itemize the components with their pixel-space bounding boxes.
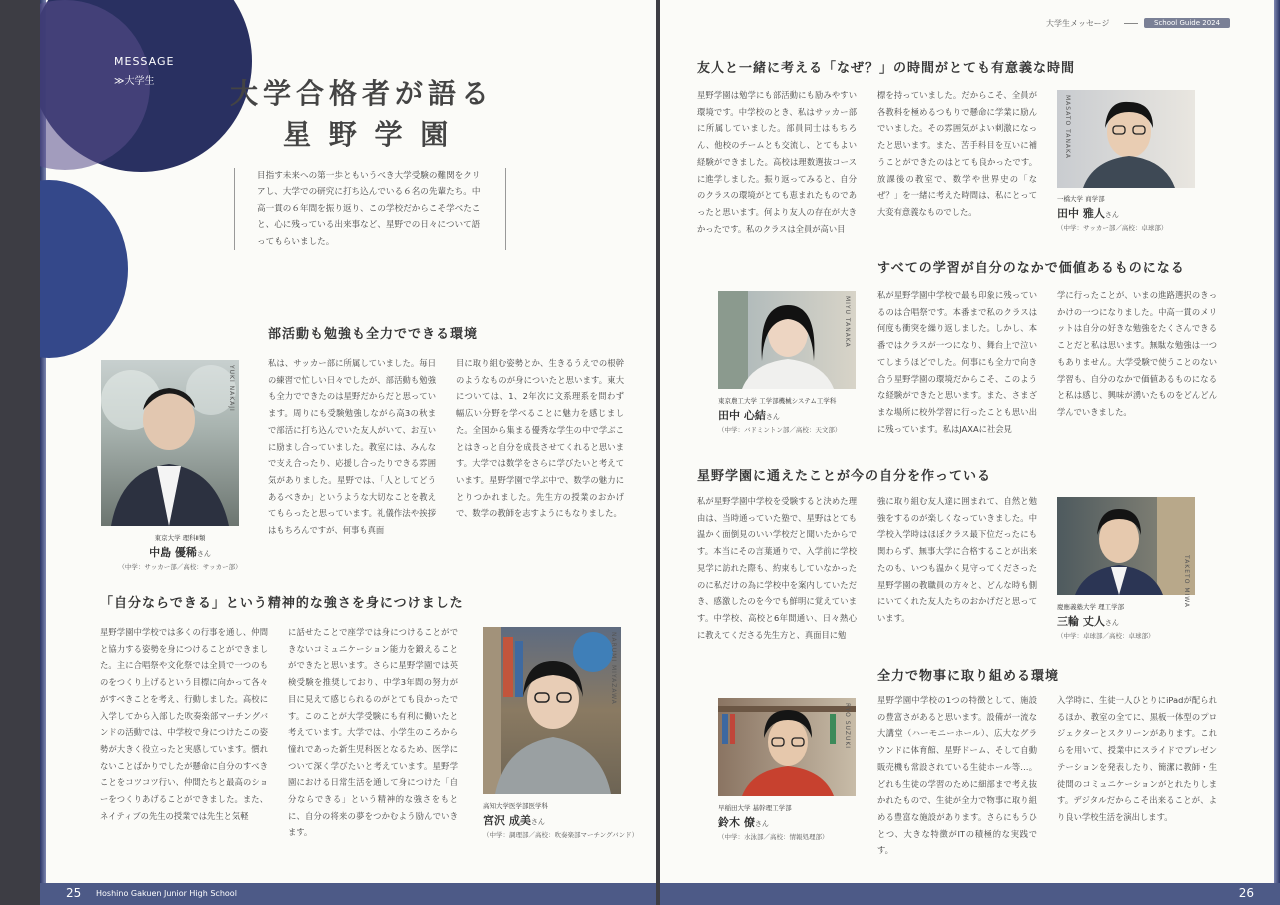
header-dash <box>1124 23 1138 24</box>
caption-clubs: （中学：調理部／高校：吹奏楽部マーチングバンド） <box>483 831 639 839</box>
caption-university: 一橋大学 商学部 <box>1057 195 1105 203</box>
caption-name <box>1057 613 1217 629</box>
section-heading-hoshino-made-me: 星野学園に通えたことが今の自分を作っている <box>697 469 992 484</box>
caption-clubs: （中学：バドミントン部／高校：天文部） <box>718 426 842 434</box>
name-suffix: さん <box>754 820 769 828</box>
caption-name <box>718 407 888 423</box>
section3-col2: 強に取り組む友人達に囲まれて、自然と勉強をするのが楽しくなっていきました。中学校入学時はほぼクラス最下位だったにも関わらず、無事大学に合格することが出来たのも、いつも温かく見守ってくださった星野学園の教職員の方々と、どんな時も側にいてくれた友人たちのおかげだと思っています。 <box>877 496 1037 623</box>
section2-col2: 学に行ったことが、いまの進路選択のきっかけの一つになりました。中高一貫のメリットは自分の好きな勉強をたくさんできることだと私は思います。無駄な勉強は一つもありません。大学受験で使うことのない学習も、自分のなかで価値あるものになると私は感じ、興味が湧いたものをどんどん学んでいきました。 <box>1057 290 1217 417</box>
intro-text: 目指す未来への第一歩ともいうべき大学受験の難関をクリアし、大学での研究に打ち込んでいる６名の先輩たち。中高一貫の６年間を振り返り、この学校だからこそ学べたこと、心に残っている出来事など、星野での日々について語ってもらいました。 <box>257 171 481 247</box>
caption-suzuki <box>718 803 878 841</box>
caption-university: 高知大学医学部医学科 <box>483 802 548 810</box>
photo-vertical-name: NARUMI MIYAZAWA <box>610 632 617 705</box>
school-name: Hoshino Gakuen Junior High School <box>96 889 237 898</box>
decor-circle-small <box>40 180 128 358</box>
caption-university: 東京農工大学 工学部機械システム工学科 <box>718 397 837 405</box>
page-title-line1: 大学合格者が語る <box>230 77 495 110</box>
student-name: 鈴木 僚 <box>718 816 755 829</box>
header-label: 大学生メッセージ <box>1046 19 1110 28</box>
section-heading-why: 友人と一緒に考える「なぜ？」の時間がとても有意義な時間 <box>697 61 1076 76</box>
name-suffix: さん <box>1104 619 1119 627</box>
photo-vertical-name: MIYU TANAKA <box>844 296 851 348</box>
right-footer <box>660 883 1280 905</box>
section4-col2: 入学時に、生徒一人ひとりにiPadが配られるほか、教室の全てに、黒板一体型のプロジェクターとスクリーンがあります。これらを用いて、授業中にスライドでプレゼンテーションを発表したり、簡潔に教師・生徒間のコミュニケーションがとれたりします。デジタルだからこそ出来ることが、より良い学校生活を演出します。 <box>1057 695 1217 822</box>
section2-col2: に話せたことで座学では身につけることができないコミュニケーション能力を鍛えることができたと思います。さらに星野学園では英検受験を推奨しており、中学3年間の努力が目に見えて感じられるのがとても良かったです。このことが大学受験にも有利に働いたと考えています。大学では、小学生のころから憧れであった新生児科医となるため、医学について深く学びたいと考えています。星野学園における日常生活を通して身につけた「自分ならできる」という精神的な強さをもとに、自分の将来の夢をつかむよう励んでいきます。 <box>288 627 458 838</box>
caption-miyazawa <box>483 801 653 839</box>
name-suffix: さん <box>530 818 545 826</box>
photo-tanaka-miyu <box>718 291 856 389</box>
caption-clubs: （中学：卓球部／高校：卓球部） <box>1057 632 1155 640</box>
name-suffix: さん <box>196 550 211 558</box>
person-silhouette-icon <box>718 291 856 389</box>
header-badge: School Guide 2024 <box>1144 18 1230 28</box>
caption-tanaka-masato <box>1057 194 1217 232</box>
right-page-edge-stripe <box>1274 0 1280 905</box>
section4-col1: 星野学園中学校の1つの特徴として、施設の豊富さがあると思います。設備が一流な大講堂（ハーモニーホール）、広大なグラウンドに体育館、星野ドーム、そして自動販売機も常設されている生徒ホール等…。どれも生徒の学習のために細部まで考え抜かれたもので、生徒が全力で物事に取り組める豊富な施設があります。さらにもうひとつ、大きな特徴がITの積極的な実践です。 <box>877 695 1037 856</box>
photo-nakaji <box>101 360 239 526</box>
student-name: 田中 雅人 <box>1057 207 1105 220</box>
caption-name <box>718 814 878 830</box>
photo-miwa <box>1057 497 1195 595</box>
person-silhouette-icon <box>101 360 239 526</box>
caption-miwa <box>1057 602 1217 640</box>
section3-col1: 私が星野学園中学校を受験すると決めた理由は、当時通っていた塾で、星野はとても温かく面倒見のいい学校だと聞いたからです。本当にその言葉通りで、入学前に学校見学に訪れた際も、約束もしていなかったのに私だけの為に学校中を案内していただき、感激したのを今でも鮮明に覚えています。中学校、高校と6年間通い、日々熱心に教えてくださる先生方と、真面目に勉 <box>697 496 857 640</box>
section1-col2: 標を持っていました。だからこそ、全員が各教科を極めるつもりで懸命に学業に励んでいました。その雰囲気がよい刺激になったと思います。また、苦手科目を互いに補うことができたのはとても良かったです。放課後の教室で、数学や世界史の「なぜ？」を一緒に考えた時間は、私にとって大変有意義なものでした。 <box>877 90 1037 217</box>
caption-tanaka-miyu <box>718 396 888 434</box>
section-heading-facilities: 全力で物事に取り組める環境 <box>877 669 1060 684</box>
student-name: 宮沢 成美 <box>483 814 531 827</box>
page-number: 25 <box>66 886 82 900</box>
section2-col1: 星野学園中学校では多くの行事を通し、仲間と協力する姿勢を身につけることができました。主に合唱祭や文化祭では全員で一つのものをつくり上げるという目標に向かって各々がすべきことを考え、行動しました。高校に入学してから入部した吹奏楽部マーチングバンドの活動では、中学校で身につけたこの姿勢が大きく役立ったと実感しています。慣れないことばかりでしたが懸命に自分のすべきことをコツコツ行い、仲間たちと最高のショーをつくりあげることができました。また、ネイティブの先生の授業では先生と気軽 <box>100 627 268 821</box>
photo-tanaka-masato <box>1057 90 1195 188</box>
left-footer <box>40 883 656 905</box>
person-silhouette-icon <box>718 698 856 796</box>
photo-suzuki <box>718 698 856 796</box>
caption-university: 早稲田大学 基幹理工学部 <box>718 804 792 812</box>
caption-name <box>483 812 653 828</box>
message-label: MESSAGE <box>114 55 175 68</box>
caption-university: 慶應義塾大学 理工学部 <box>1057 603 1125 611</box>
caption-university: 東京大学 理科Ⅱ類 <box>154 534 206 542</box>
photo-vertical-name: MASATO TANAKA <box>1064 95 1071 159</box>
page-number: 26 <box>1238 886 1254 900</box>
caption-clubs: （中学：サッカー部／高校：卓球部） <box>1057 224 1168 232</box>
photo-miyazawa <box>483 627 621 794</box>
section2-col1: 私が星野学園中学校で最も印象に残っているのは合唱祭です。本番まで私のクラスは何度も衝突を繰り返しました。しかし、本番ではクラスが一つになり、舞台上で泣いてしまうほどでした。何事にも全力で向き合う星野学園の環境だからこそ、このような経験ができたと思います。また、さまざまな場所に校外学習に行ったことも思い出に残っています。私はJAXAに社会見 <box>877 290 1037 434</box>
student-name: 三輪 丈人 <box>1057 615 1105 628</box>
page-title-line2: 星 野 学 園 <box>283 118 453 151</box>
intro-box <box>234 168 506 250</box>
person-silhouette-icon <box>1057 497 1195 595</box>
right-page <box>660 0 1280 905</box>
section-heading-all-learning: すべての学習が自分のなかで価値あるものになる <box>877 261 1185 276</box>
caption-clubs: （中学：水泳部／高校：情報処理部） <box>718 833 829 841</box>
student-name: 中島 優稀 <box>149 546 197 559</box>
student-name: 田中 心結 <box>718 409 766 422</box>
photo-vertical-name: YUKI NAKAJI <box>228 365 235 412</box>
photo-vertical-name: RYO SUZUKI <box>844 703 851 750</box>
caption-nakaji <box>110 533 250 571</box>
photo-vertical-name: TAKETO MIWA <box>1183 555 1190 608</box>
caption-name <box>1057 205 1217 221</box>
section-heading-mental-strength: 「自分ならできる」という精神的な強さを身につけました <box>100 596 464 611</box>
message-sub: ≫大学生 <box>114 76 155 87</box>
section1-col1: 星野学園は勉学にも部活動にも励みやすい環境です。中学校のとき、私はサッカー部に所属していました。部員同士はもちろん、他校のチームとも交流し、とてもよい経験ができました。高校は理数選抜コースに進学しました。振り返ってみると、自分のクラスの環境がとても恵まれたものであったと思います。何より友人の存在が大きかったです。私のクラスは全員が高い目 <box>697 90 857 234</box>
caption-name <box>110 544 250 560</box>
name-suffix: さん <box>1104 211 1119 219</box>
caption-clubs: （中学：サッカー部／高校：サッカー部） <box>118 563 242 571</box>
section1-col2: 目に取り組む姿勢とか、生きるうえでの根幹のようなものが身についたと思います。東大については、1、2年次に文系理系を問わず幅広い分野を学べることに魅力を感じました。全国から集まる優秀な学生の中で学ぶことはきっと自分を成長させてくれると思います。大学では数学をさらに学びたいと考えています。星野学園で学ぶ中で、数学の魅力にとりつかれました。先生方の授業のおかげで、数学の教師を志すようにもなりました。 <box>456 358 624 519</box>
section1-col1: 私は、サッカー部に所属していました。毎日の練習で忙しい日々でしたが、部活動も勉強も全力でできたのは星野だからだと思っています。周りにも受験勉強しながら高3の秋まで部活に打ち込んでいた友人がいて、お互いに励まし合っていました。教室には、みんなで支え合ったり、応援し合ったりできる雰囲気がありました。星野では、「人としてどうあるべきか」というような大切なことを教えてもらったと思っています。礼儀作法や挨拶はもちろんですが、何事も真面 <box>268 358 436 536</box>
left-page <box>40 0 656 905</box>
person-silhouette-icon <box>1057 90 1195 188</box>
section-heading-club-study: 部活動も勉強も全力でできる環境 <box>268 327 479 342</box>
name-suffix: さん <box>765 413 780 421</box>
person-silhouette-icon <box>483 627 621 794</box>
